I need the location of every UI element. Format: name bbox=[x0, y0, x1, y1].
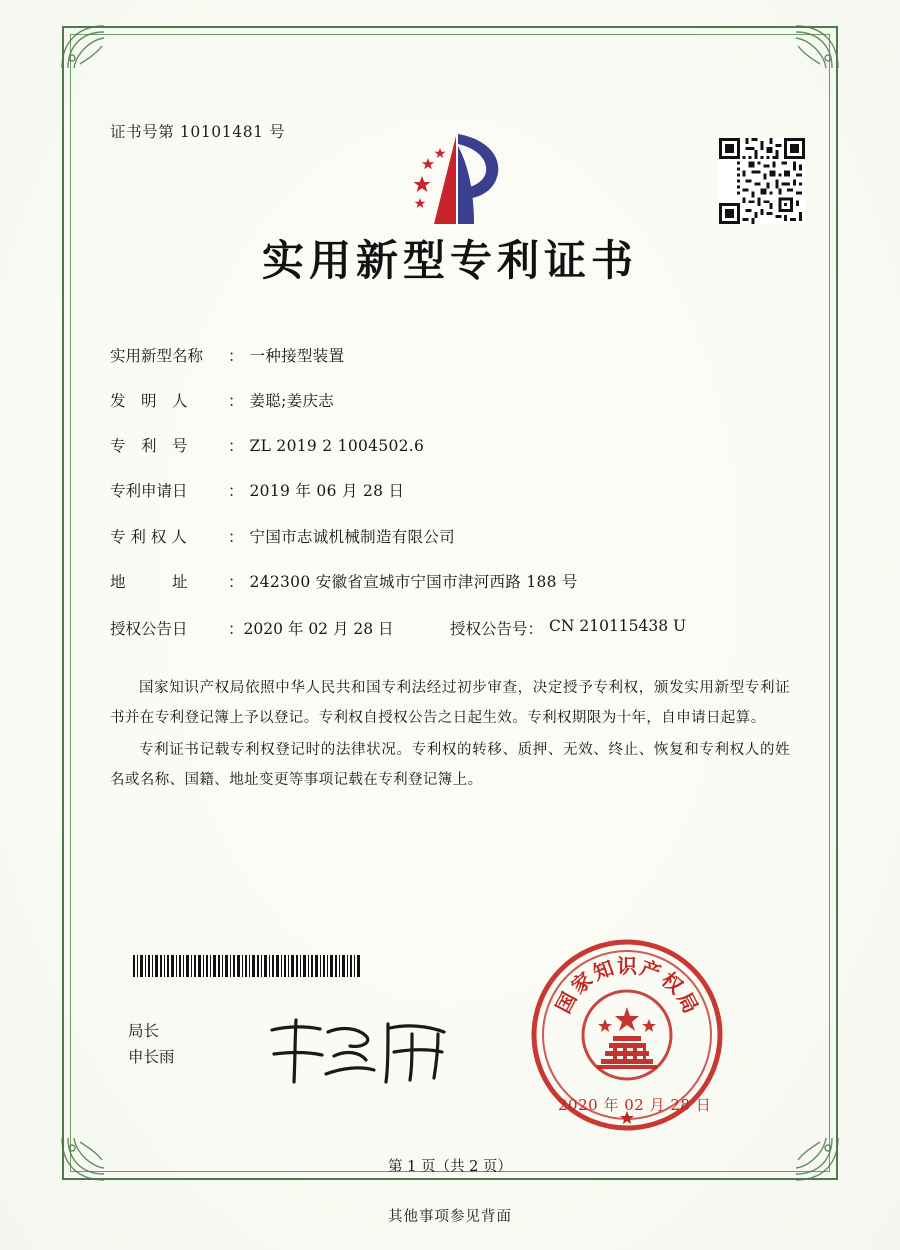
svg-text:权: 权 bbox=[656, 967, 688, 999]
field-separator: ： bbox=[228, 437, 244, 456]
field-patent-number bbox=[110, 436, 790, 456]
field-separator: ： bbox=[228, 527, 244, 546]
handwritten-signature-icon bbox=[262, 1012, 462, 1090]
field-value: CN 210115438 U bbox=[549, 616, 687, 635]
field-label: 发 明 人 bbox=[110, 392, 188, 411]
field-separator: ： bbox=[228, 347, 244, 365]
certificate-content bbox=[110, 120, 790, 797]
legal-text-block bbox=[110, 673, 790, 795]
field-label: 实用新型名称 bbox=[110, 347, 204, 365]
field-label: 授权公告号： bbox=[450, 619, 544, 638]
svg-text:产: 产 bbox=[637, 955, 665, 985]
svg-text:国: 国 bbox=[550, 988, 582, 1018]
signature-name-label: 申长雨 bbox=[128, 1048, 175, 1066]
field-grant-date bbox=[110, 617, 450, 639]
field-grant-publication-number bbox=[450, 617, 686, 639]
certificate-number: 证书号第 10101481 号 bbox=[110, 123, 286, 141]
page-title: 实用新型专利证书 bbox=[261, 236, 638, 285]
field-label: 专 利 权 人 bbox=[110, 527, 187, 546]
page-number: 第 1 页（共 2 页） bbox=[388, 1159, 512, 1175]
field-value: 一种接型装置 bbox=[249, 347, 345, 365]
field-value: 姜聪;姜庆志 bbox=[249, 392, 335, 411]
field-utility-model-name bbox=[110, 346, 790, 366]
field-separator: ： bbox=[228, 619, 244, 638]
barcode-icon bbox=[133, 955, 361, 977]
field-label: 专 利 号 bbox=[110, 437, 188, 456]
svg-text:识: 识 bbox=[617, 954, 637, 978]
field-grant-row bbox=[110, 617, 790, 639]
field-patentee bbox=[110, 527, 790, 547]
footer-note: 其他事项参见背面 bbox=[388, 1209, 512, 1225]
svg-text:知: 知 bbox=[589, 955, 617, 985]
field-separator: ： bbox=[228, 482, 244, 501]
field-separator: ： bbox=[228, 392, 244, 411]
seal-date: 2020 年 02 月 28 日 bbox=[558, 1096, 712, 1114]
field-separator: ： bbox=[228, 572, 244, 591]
signature-title-label: 局长 bbox=[128, 1022, 160, 1040]
signature-block bbox=[128, 1018, 175, 1070]
field-value: 2020 年 02 月 28 日 bbox=[243, 619, 394, 638]
legal-paragraph: 专利证书记载专利权登记时的法律状况。专利权的转移、质押、无效、终止、恢复和专利权人的姓名或名称、国籍、地址变更等事项记载在专利登记簿上。 bbox=[110, 741, 790, 788]
field-label: 授权公告日 bbox=[110, 619, 188, 638]
field-value: 242300 安徽省宣城市宁国市津河西路 188 号 bbox=[249, 572, 578, 591]
field-application-date bbox=[110, 481, 790, 501]
svg-text:局: 局 bbox=[672, 988, 704, 1018]
field-label: 地 址 bbox=[110, 572, 188, 591]
legal-paragraph: 国家知识产权局依照中华人民共和国专利法经过初步审查，决定授予专利权，颁发实用新型专利证书并在专利登记簿上予以登记。专利权自授权公告之日起生效。专利权期限为十年，自申请日起算。 bbox=[110, 679, 790, 726]
field-value: ZL 2019 2 1004502.6 bbox=[249, 437, 425, 456]
field-list bbox=[110, 346, 790, 639]
field-value: 宁国市志诚机械制造有限公司 bbox=[249, 527, 455, 546]
field-value: 2019 年 06 月 28 日 bbox=[249, 482, 405, 501]
svg-text:家: 家 bbox=[566, 967, 598, 999]
field-label: 专利申请日 bbox=[110, 482, 188, 501]
field-inventor bbox=[110, 391, 790, 411]
corner-ornament-icon bbox=[56, 20, 110, 74]
corner-ornament-icon bbox=[790, 20, 844, 74]
field-address bbox=[110, 572, 790, 592]
